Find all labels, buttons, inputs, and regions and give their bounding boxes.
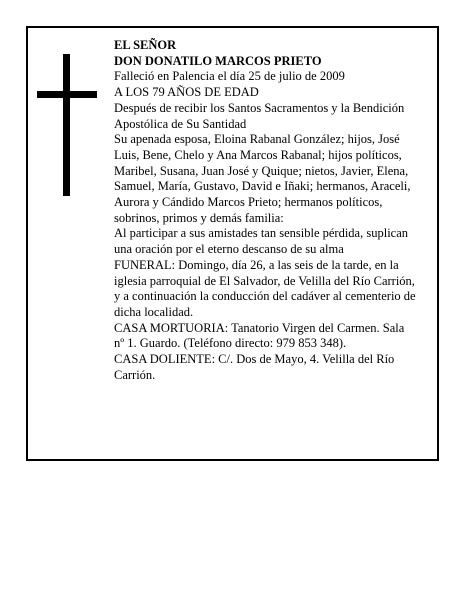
cross-icon	[37, 54, 97, 196]
death-date: Falleció en Palencia el día 25 de julio de 2009	[114, 69, 345, 84]
cross-vertical-bar	[63, 54, 70, 196]
title-line: EL SEÑOR	[114, 38, 177, 52]
sacraments-paragraph: Después de recibir los Santos Sacramentos y la Bendición Apostólica de Su Santidad	[114, 100, 405, 131]
funeral-paragraph: FUNERAL: Domingo, día 26, a las seis de la tarde, en la iglesia parroquial de El Salvador, de Velilla del Río Carrión, y a continuación la conducción del cadáver al cementerio de dicha localidad.	[114, 257, 416, 319]
obituary-text	[114, 38, 416, 383]
family-paragraph: Su apenada esposa, Eloina Rabanal González; hijos, José Luis, Bene, Chelo y Ana Marcos Rabanal; hijos políticos, Maribel, Susana, Juan José y Quique; nietos, Javier, Elena, Samuel, María, Gustavo, David e Iñaki; hermanos, Araceli, Aurora y Cándido Marcos Prieto; hermanos políticos, sobrinos, primos y demás familia:	[114, 132, 411, 225]
deceased-name: DON DONATILO MARCOS PRIETO	[114, 53, 322, 68]
age-line: A LOS 79 AÑOS DE EDAD	[114, 85, 259, 100]
cross-horizontal-bar	[37, 91, 97, 98]
mortuary-paragraph: CASA MORTUORIA: Tanatorio Virgen del Carmen. Sala nº 1. Guardo. (Teléfono directo: 979 853 348).	[114, 320, 405, 351]
prayer-request-paragraph: Al participar a sus amistades tan sensible pérdida, suplican una oración por el eterno descanso de su alma	[114, 226, 409, 257]
home-address-paragraph: CASA DOLIENTE: C/. Dos de Mayo, 4. Velilla del Río Carrión.	[114, 352, 395, 382]
